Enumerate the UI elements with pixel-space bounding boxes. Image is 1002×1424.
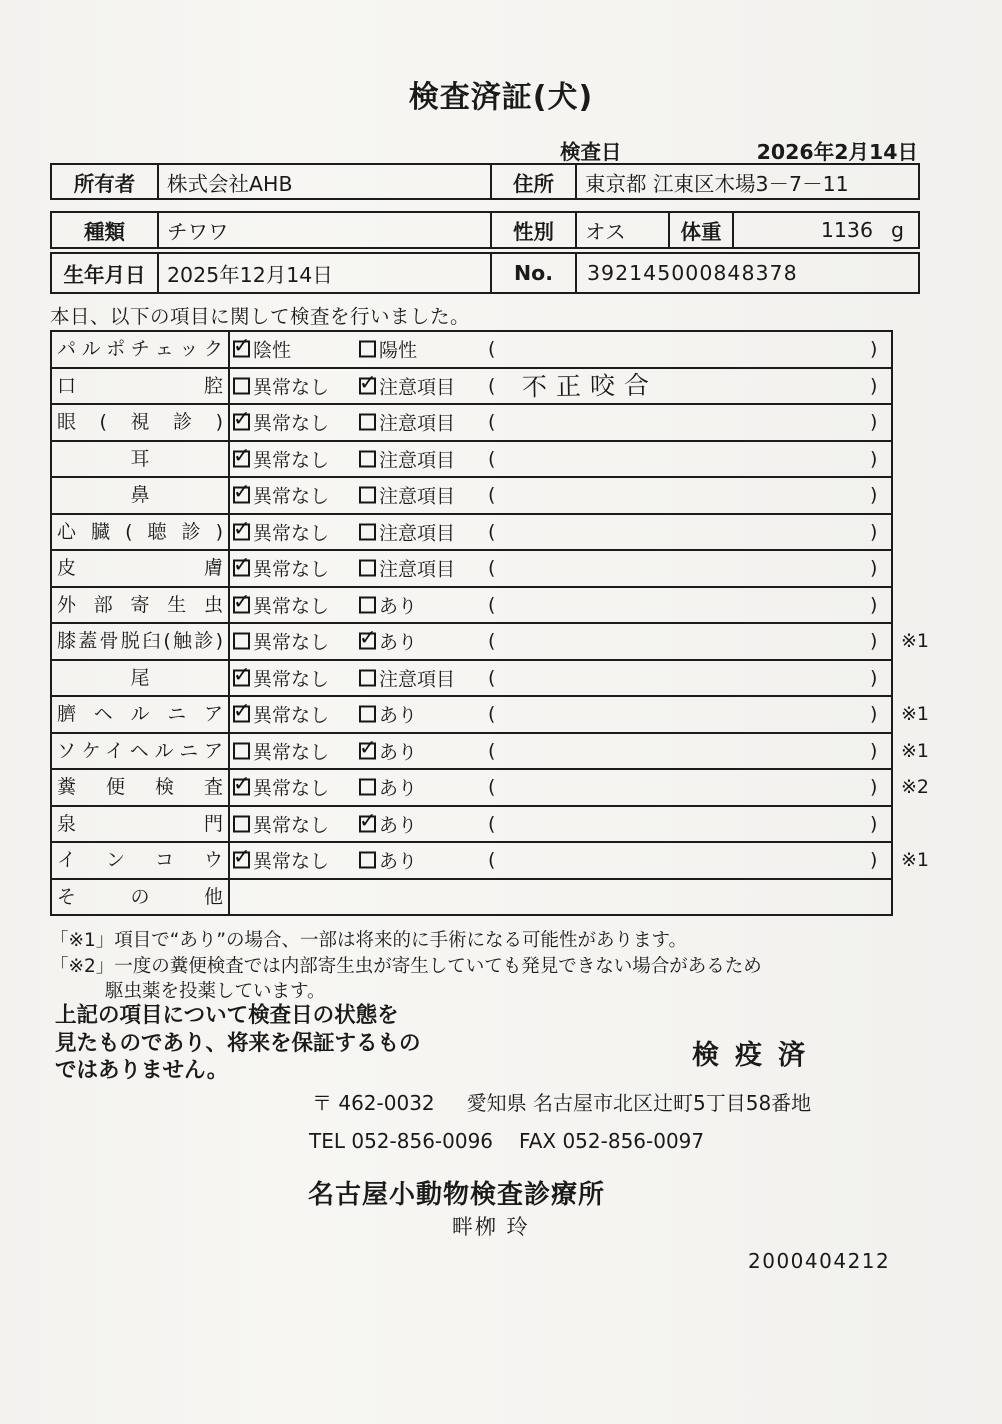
no-label: No. [490,254,575,292]
checkbox-unchecked-icon [233,815,250,832]
exam-option-label: 陰性 [253,339,292,362]
exam-row [52,878,891,915]
reference-mark: ※1 [901,703,930,726]
exam-option-label: 異常なし [253,668,330,691]
checkbox-unchecked-icon [359,669,376,686]
checkbox-unchecked-icon [359,560,376,577]
checkbox-checked-icon [233,596,250,613]
checkbox-unchecked-icon [359,450,376,467]
exam-row [52,841,930,878]
exam-row-content [230,697,891,732]
handwritten-note: 不正咬合 [521,370,659,402]
exam-option-label: あり [379,704,418,727]
exam-row [52,805,891,842]
disclaimer-line: 見たものであり、将来を保証するもの [55,1030,421,1056]
exam-option-label: 異常なし [253,814,330,837]
exam-option-label: 陽性 [379,339,418,362]
checkbox-checked-icon [233,450,250,467]
exam-row-label: 心臓(聴診) [52,515,230,550]
exam-option [359,774,417,801]
exam-option-label: 異常なし [253,376,330,399]
exam-option [233,372,329,399]
exam-option [233,409,329,436]
exam-row-content [230,770,891,805]
checkbox-checked-icon [233,487,250,504]
exam-option [359,518,455,545]
exam-option [359,737,417,764]
note-paren-open: ( [488,739,496,762]
checkbox-checked-icon [359,377,376,394]
exam-option-label: 異常なし [253,558,330,581]
inspection-date-label: 検査日 [560,140,622,164]
exam-row [52,732,930,769]
clinic-contact-row [309,1129,704,1153]
exam-option-label: 注意項目 [379,449,456,472]
note-paren-close: ) [870,557,878,580]
exam-option [233,737,329,764]
checkbox-checked-icon [233,523,250,540]
note-paren-close: ) [870,374,878,397]
exam-option-label: 注意項目 [379,522,456,545]
checkbox-checked-icon [233,341,250,358]
exam-option-label: 注意項目 [379,558,456,581]
clinic-tel: TEL 052-856-0096 [309,1129,494,1153]
exam-row-content [230,442,891,477]
checkbox-unchecked-icon [359,523,376,540]
exam-row [52,586,891,623]
exam-row-label: 耳 [52,442,230,477]
breed-table [50,211,920,249]
checkbox-checked-icon [233,669,250,686]
exam-option-label: 注意項目 [379,412,456,435]
birthdate-label: 生年月日 [63,263,146,287]
note-paren-close: ) [870,338,878,361]
exam-option-label: あり [379,777,418,800]
reference-mark: ※1 [901,849,930,872]
exam-option-label: 異常なし [253,777,330,800]
exam-row-label: 鼻 [52,478,230,513]
address-label: 住所 [490,165,575,198]
checkbox-unchecked-icon [359,852,376,869]
exam-option-label: 異常なし [253,850,330,873]
exam-option [359,372,455,399]
exam-row [52,513,891,550]
checkbox-unchecked-icon [359,487,376,504]
clinic-postal-code: 〒 462-0032 [312,1091,435,1115]
sex-label: 性別 [490,213,575,247]
note-paren-open: ( [488,776,496,799]
exam-option [233,482,329,509]
birthdate-value: 2025年12月14日 [157,254,490,292]
intro-text: 本日、以下の項目に関して検査を行いました。 [50,305,471,328]
exam-row [52,440,891,477]
owner-label: 所有者 [73,171,136,196]
exam-row-label: 皮膚 [52,551,230,586]
exam-row-content [230,332,891,367]
weight-number: 1136 [820,218,873,242]
note-paren-open: ( [488,849,496,872]
exam-row-content [230,551,891,586]
exam-option [233,810,329,837]
note-paren-open: ( [488,411,496,434]
exam-row-label: 糞便検査 [52,770,230,805]
note-paren-open: ( [488,484,496,507]
reference-mark: ※1 [901,630,930,653]
exam-option [233,847,329,874]
exam-row-label: 泉門 [52,807,230,842]
no-value: 392145000848378 [575,254,918,292]
checkbox-checked-icon [233,414,250,431]
footnote-1: 「※1」項目で“あり”の場合、一部は将来的に手術になる可能性があります。 [50,930,687,951]
note-paren-close: ) [870,447,878,470]
exam-table-rows [52,332,930,914]
exam-option [233,664,329,691]
exam-option [233,701,329,728]
note-paren-open: ( [488,630,496,653]
exam-option-label: 異常なし [253,595,330,618]
exam-option [359,409,455,436]
note-paren-open: ( [488,520,496,543]
exam-row-content [230,661,891,696]
exam-row [52,367,891,404]
exam-row-content [230,369,891,404]
note-paren-open: ( [488,557,496,580]
exam-row-content [230,624,891,659]
exam-option-label: 注意項目 [379,485,456,508]
exam-option-label: 異常なし [253,704,330,727]
exam-row [52,476,891,513]
note-paren-open: ( [488,593,496,616]
note-paren-close: ) [870,520,878,543]
birth-table [50,252,920,294]
exam-option-label: 異常なし [253,522,330,545]
exam-row-content [230,734,891,769]
exam-row-label: ソケイヘルニア [52,734,230,769]
exam-option [233,336,291,363]
checkbox-checked-icon [233,779,250,796]
checkbox-checked-icon [359,742,376,759]
exam-option [359,336,417,363]
exam-row-content [230,478,891,513]
exam-option [359,847,417,874]
inspection-date-value: 2026年2月14日 [756,140,918,164]
checkbox-checked-icon [233,852,250,869]
exam-option [359,701,417,728]
exam-option-label: あり [379,595,418,618]
exam-option [359,482,455,509]
exam-row-label: 臍ヘルニア [52,697,230,732]
exam-row [52,695,930,732]
note-paren-close: ) [870,849,878,872]
exam-option [359,445,455,472]
exam-option [359,810,417,837]
weight-unit: g [890,218,904,242]
note-paren-open: ( [488,338,496,361]
exam-option-label: 異常なし [253,485,330,508]
exam-option [359,628,417,655]
exam-row [52,332,891,367]
owner-value: 株式会社AHB [157,165,490,198]
exam-option [359,555,455,582]
exam-row [52,549,891,586]
address-value: 東京都 江東区木場3－7－11 [575,165,918,198]
veterinarian-name: 畔栁 玲 [452,1215,530,1239]
checkbox-unchecked-icon [359,341,376,358]
breed-value: チワワ [157,213,490,247]
exam-option-label: 注意項目 [379,668,456,691]
exam-row-content [230,843,891,878]
breed-label: 種類 [84,220,125,244]
note-paren-open: ( [488,703,496,726]
exam-option [233,774,329,801]
exam-option-label: あり [379,814,418,837]
checkbox-unchecked-icon [233,377,250,394]
note-paren-open: ( [488,447,496,470]
note-paren-close: ) [870,812,878,835]
exam-row-label: パルポチェック [52,332,230,367]
exam-option [233,555,329,582]
checkbox-checked-icon [233,560,250,577]
exam-row-content [230,880,891,915]
note-paren-close: ) [870,666,878,689]
footnote-2: 「※2」一度の糞便検査では内部寄生虫が寄生していても発見できない場合があるため [50,956,762,977]
note-paren-open: ( [488,812,496,835]
disclaimer-line: 上記の項目について検査日の状態を [55,1003,399,1028]
exam-option-label: 異常なし [253,631,330,654]
exam-row [52,403,891,440]
note-paren-close: ) [870,703,878,726]
footnote-2-continued: 駆虫薬を投薬しています。 [105,981,326,1002]
checkbox-unchecked-icon [359,779,376,796]
exam-row-content [230,588,891,623]
exam-option-label: あり [379,741,418,764]
reference-mark: ※1 [901,739,930,762]
exam-option-label: 異常なし [253,741,330,764]
exam-option-label: 異常なし [253,412,330,435]
exam-row-label: 眼(視診) [52,405,230,440]
note-paren-close: ) [870,739,878,762]
exam-row-label: 口腔 [52,369,230,404]
exam-row [52,622,930,659]
disclaimer-statement [55,1002,421,1085]
disclaimer-line: ではありません。 [55,1058,229,1083]
note-paren-close: ) [870,484,878,507]
exam-option [233,591,329,618]
note-paren-close: ) [870,411,878,434]
serial-number: 2000404212 [748,1249,891,1273]
weight-value [732,213,918,247]
exam-option [359,664,455,691]
exam-row-label: 外部寄生虫 [52,588,230,623]
clinic-address-row [312,1087,811,1116]
exam-option [359,591,417,618]
reference-mark: ※2 [901,776,930,799]
note-paren-close: ) [870,776,878,799]
note-paren-open: ( [488,374,496,397]
checkbox-unchecked-icon [359,596,376,613]
exam-row [52,768,930,805]
checkbox-checked-icon [233,706,250,723]
exam-row-label: その他 [52,880,230,915]
checkbox-unchecked-icon [359,414,376,431]
weight-label: 体重 [668,213,732,247]
note-paren-close: ) [870,630,878,653]
exam-row-content [230,515,891,550]
exam-row-content [230,405,891,440]
clinic-fax: FAX 052-856-0097 [519,1129,705,1153]
checkbox-unchecked-icon [233,742,250,759]
exam-option-label: あり [379,850,418,873]
page-title: 検査済証(犬) [408,80,594,115]
sex-value: オス [575,213,668,247]
note-paren-open: ( [488,666,496,689]
exam-option-label: 異常なし [253,449,330,472]
exam-row-content [230,807,891,842]
exam-row-label: インコウ [52,843,230,878]
checkbox-unchecked-icon [233,633,250,650]
checkbox-checked-icon [359,815,376,832]
exam-option-label: あり [379,631,418,654]
exam-option [233,628,329,655]
exam-table [50,330,930,916]
clinic-name: 名古屋小動物検査診療所 [308,1180,606,1210]
note-paren-close: ) [870,593,878,616]
exam-option [233,445,329,472]
exam-option [233,518,329,545]
exam-row [52,659,891,696]
exam-row-label: 膝蓋骨脱臼(触診) [52,624,230,659]
checkbox-checked-icon [359,633,376,650]
quarantine-stamp: 検疫済 [692,1040,821,1071]
checkbox-unchecked-icon [359,706,376,723]
clinic-address: 愛知県 名古屋市北区辻町5丁目58番地 [466,1091,812,1115]
exam-option-label: 注意項目 [379,376,456,399]
owner-table [50,163,920,200]
exam-row-label: 尾 [52,661,230,696]
